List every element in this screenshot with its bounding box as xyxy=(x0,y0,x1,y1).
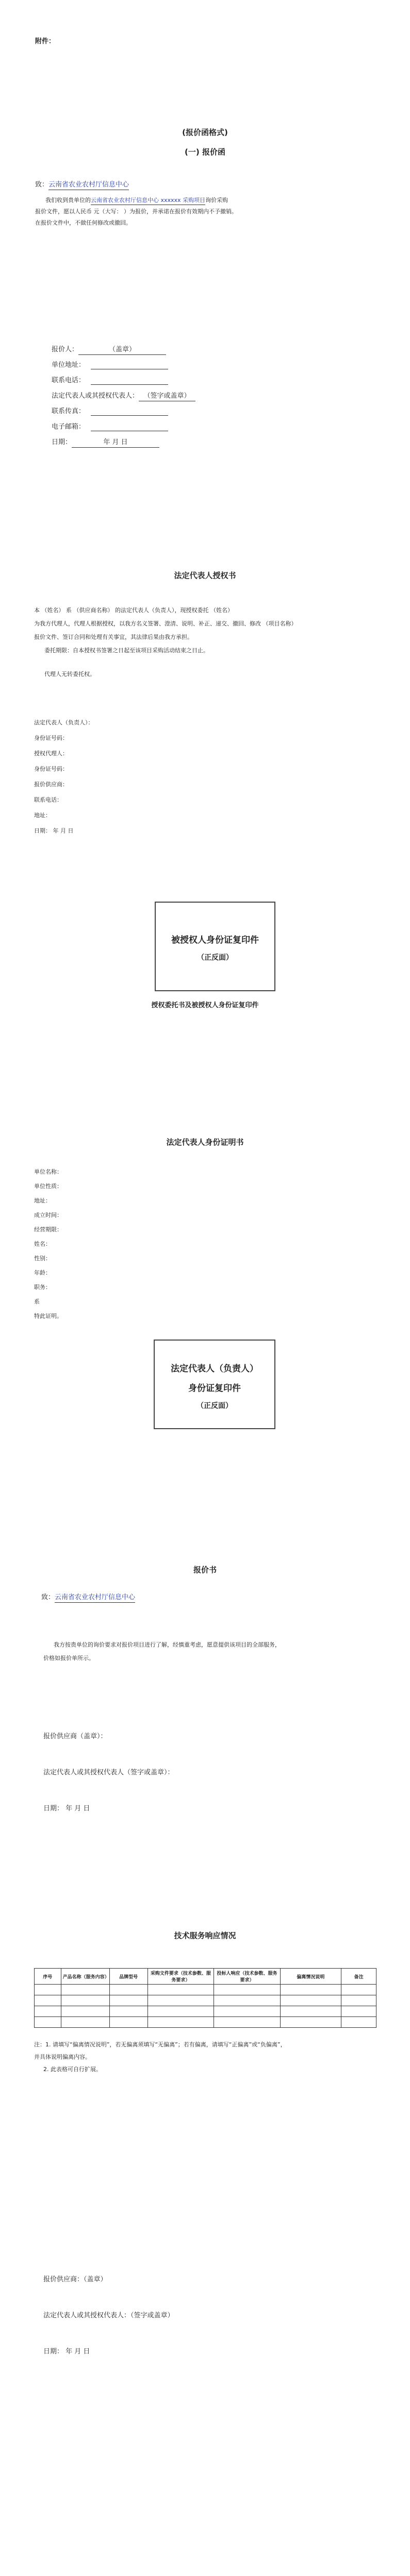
table-cell xyxy=(147,2006,214,2017)
table-row xyxy=(35,2017,376,2028)
table-cell xyxy=(61,1985,109,1995)
id-field: 单位性质： xyxy=(34,1183,62,1190)
quotation-supplier: 报价供应商（盖章）： xyxy=(43,1733,107,1740)
letter-line-1-c: 询价采购 xyxy=(205,197,228,204)
column-header: 投标人响应（技术参数、服务要求） xyxy=(214,1969,281,1985)
quotation-title: 报价书 xyxy=(193,1565,217,1574)
table-cell xyxy=(35,1995,61,2006)
phone-line xyxy=(91,384,168,385)
table-cell xyxy=(214,1995,281,2006)
legal-rep-id-title: 法定代表人身份证明书 xyxy=(166,1138,244,1147)
auth-field: 报价供应商： xyxy=(34,781,68,788)
tech-date: 日期： 年 月 日 xyxy=(43,2348,90,2355)
legal-rep-box-line-2: 身份证复印件 xyxy=(188,1383,241,1394)
id-field: 性别： xyxy=(34,1255,51,1262)
addressee-org: 云南省农业农村厅信息中心 xyxy=(48,180,129,190)
tech-response-title: 技术服务响应情况 xyxy=(174,1931,236,1940)
table-note-1: 注：1. 请填写“偏离情况说明”，若无偏离须填写“无偏离”；若有偏离，请填写“正偏离”或“负偏离”， xyxy=(34,2041,286,2048)
column-header: 品牌型号 xyxy=(109,1969,147,1985)
authorized-id-box-line-2: （正反面） xyxy=(197,954,233,962)
table-note-3: 2. 此表格可自行扩展。 xyxy=(43,2066,102,2073)
id-field: 系 xyxy=(34,1298,40,1305)
auth-field: 日期： 年 月 日 xyxy=(34,827,74,834)
column-header: 偏离情况说明 xyxy=(280,1969,341,1985)
auth-line-5: 代理人无转委托权。 xyxy=(44,671,95,677)
quote-letter-subtitle: (一) 报价函 xyxy=(185,147,225,157)
column-header: 备注 xyxy=(341,1969,376,1985)
table-cell xyxy=(341,2006,376,2017)
table-row xyxy=(35,1985,376,1995)
auth-line-3: 报价文件、签订合同和处理有关事宜，其法律后果由我方承担。 xyxy=(34,634,193,640)
table-cell xyxy=(109,1985,147,1995)
table-cell xyxy=(214,2017,281,2028)
table-cell xyxy=(147,2017,214,2028)
table-cell xyxy=(280,1995,341,2006)
address-label: 单位地址： xyxy=(52,361,86,369)
authorization-title: 法定代表人授权书 xyxy=(174,571,236,580)
letter-line-3: 在报价文件中，不做任何修改或撤回。 xyxy=(35,219,132,226)
id-field: 经营期限： xyxy=(34,1226,62,1233)
tech-rep: 法定代表人或其授权代表人：（签字或盖章） xyxy=(43,2312,174,2319)
table-cell xyxy=(61,2006,109,2017)
table-header-row xyxy=(35,1969,376,1985)
authorization-caption: 授权委托书及被授权人身份证复印件 xyxy=(151,1002,259,1009)
table-cell xyxy=(280,1985,341,1995)
column-header: 采购文件要求（技术参数、服务要求） xyxy=(147,1969,214,1985)
id-field: 单位名称： xyxy=(34,1168,62,1175)
table-row xyxy=(35,2006,376,2017)
table-row xyxy=(35,1995,376,2006)
auth-line-4: 委托期限：自本授权书签署之日起至该项目采购活动结束之日止。 xyxy=(44,647,209,654)
date-row xyxy=(52,438,159,448)
column-header: 产品名称（服务内容） xyxy=(61,1969,109,1985)
tech-response-table xyxy=(34,1968,376,2028)
supplier-label: 报价人： xyxy=(52,346,79,353)
date-value: 年 月 日 xyxy=(72,438,159,448)
quotation-date: 日期： 年 月 日 xyxy=(43,1805,90,1812)
table-cell xyxy=(35,2017,61,2028)
id-field: 职务： xyxy=(34,1284,51,1291)
rep-row xyxy=(52,392,195,401)
quotation-addressee-prefix: 致： xyxy=(41,1594,55,1601)
table-cell xyxy=(109,2017,147,2028)
table-note-2: 并具体说明偏离内容。 xyxy=(34,2054,91,2060)
table-cell xyxy=(280,2017,341,2028)
auth-line-1: 本 （姓名） 系 （供应商名称） 的法定代表人（负责人），现授权委托 （姓名） xyxy=(34,607,233,614)
auth-field: 地址： xyxy=(34,812,51,819)
phone-label: 联系电话： xyxy=(52,377,86,384)
auth-field: 身份证号码： xyxy=(34,735,68,741)
table-cell xyxy=(341,1995,376,2006)
email-label: 电子邮箱： xyxy=(52,423,86,431)
tech-supplier: 报价供应商：（盖章） xyxy=(43,2276,107,2283)
attachment-label: 附件： xyxy=(35,38,56,45)
quotation-body-1: 我方按贵单位的询价要求对报价项目进行了解，经慎重考虑，愿意提供该项目的全部服务， xyxy=(54,1641,281,1648)
letter-project-name: 云南省农业农村厅信息中心 xxxxxx 采购项目 xyxy=(91,197,205,205)
auth-field: 联系电话： xyxy=(34,796,62,803)
fax-label: 联系传真： xyxy=(52,408,86,415)
auth-field: 授权代理人： xyxy=(34,750,68,757)
letter-line-1-a: 我们收到贵单位的 xyxy=(45,197,91,204)
quotation-addressee xyxy=(41,1593,135,1603)
legal-rep-box-line-1: 法定代表人（负责人） xyxy=(171,1364,258,1374)
auth-field: 法定代表人（负责人）： xyxy=(34,719,94,726)
auth-field: 身份证号码： xyxy=(34,766,68,772)
rep-sign: （签字或盖章） xyxy=(139,392,195,401)
supplier-row xyxy=(52,345,166,355)
quotation-rep: 法定代表人或其授权代表人（签字或盖章）： xyxy=(43,1769,174,1776)
auth-line-2: 为我方代理人，代理人根据授权，以我方名义签署、澄清、说明、补正、递交、撤回、修改 （项目名称） xyxy=(34,620,297,627)
table-cell xyxy=(341,2017,376,2028)
letter-line-2: 报价文件，愿以人民币 元（大写： ）为报价，并承诺在报价有效期内不予撤销。 xyxy=(35,208,237,215)
column-header: 序号 xyxy=(35,1969,61,1985)
table-cell xyxy=(109,1995,147,2006)
addressee xyxy=(35,180,129,190)
authorized-id-copy-box xyxy=(155,902,275,991)
table-cell xyxy=(61,1995,109,2006)
quotation-body-2: 价格如报价单所示。 xyxy=(43,1655,94,1662)
fax-line xyxy=(91,415,168,416)
id-field: 特此证明。 xyxy=(34,1313,62,1319)
table-cell xyxy=(214,2006,281,2017)
letter-line-1 xyxy=(45,197,228,205)
table-cell xyxy=(280,2006,341,2017)
table-cell xyxy=(147,1985,214,1995)
id-field: 年龄： xyxy=(34,1269,51,1276)
table-cell xyxy=(109,2006,147,2017)
id-field: 地址： xyxy=(34,1197,51,1204)
legal-rep-box-line-3: （正反面） xyxy=(196,1402,233,1410)
addressee-prefix: 致： xyxy=(35,181,49,189)
legal-rep-id-copy-box xyxy=(154,1340,275,1429)
rep-label: 法定代表人或其授权代表人： xyxy=(52,392,139,400)
table-cell xyxy=(214,1985,281,1995)
quote-format-title: (报价函格式) xyxy=(182,128,228,137)
quotation-addressee-org: 云南省农业农村厅信息中心 xyxy=(55,1593,135,1603)
table-cell xyxy=(147,1995,214,2006)
id-field: 成立时间： xyxy=(34,1212,62,1218)
table-cell xyxy=(35,2006,61,2017)
table-cell xyxy=(35,1985,61,1995)
authorized-id-box-line-1: 被授权人身份证复印件 xyxy=(171,935,259,945)
date-label: 日期： xyxy=(52,438,72,446)
table-cell xyxy=(341,1985,376,1995)
id-field: 姓名： xyxy=(34,1241,51,1247)
supplier-seal: （盖章） xyxy=(78,345,166,355)
table-cell xyxy=(61,2017,109,2028)
